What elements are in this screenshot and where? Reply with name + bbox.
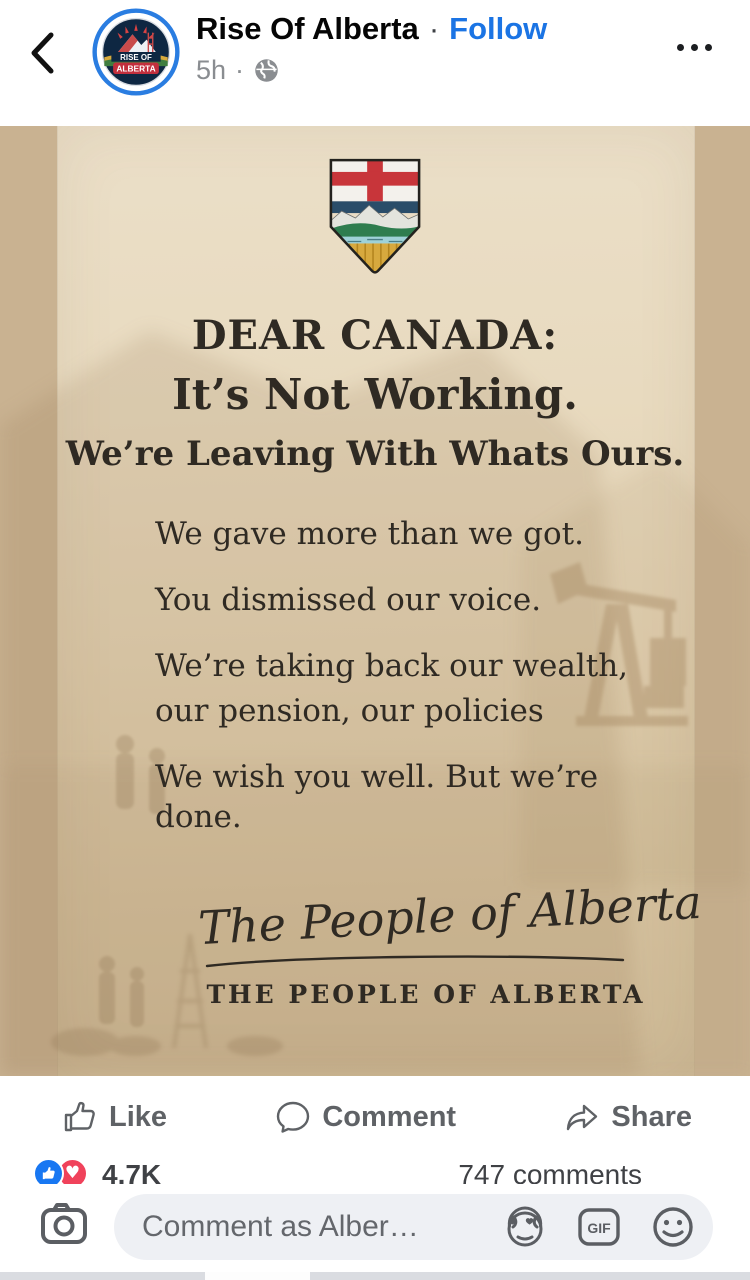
comment-placeholder: Comment as Alber… <box>142 1210 419 1243</box>
smiley-icon <box>649 1203 697 1251</box>
engagement-row <box>0 1158 750 1184</box>
comment-input[interactable] <box>114 1194 713 1260</box>
post-timestamp: 5h <box>196 55 227 86</box>
share-label: Share <box>611 1100 692 1133</box>
post-menu-button[interactable] <box>671 38 718 57</box>
comment-composer <box>0 1184 750 1270</box>
action-bar <box>0 1076 750 1158</box>
share-arrow-icon <box>564 1099 600 1135</box>
poster-subheading-2: We’re Leaving With Whats Ours. <box>65 434 685 474</box>
signature-script: The People of Alberta <box>197 874 703 956</box>
header-text <box>196 12 547 86</box>
gif-button[interactable] <box>575 1203 623 1251</box>
emoji-button[interactable] <box>649 1203 697 1251</box>
share-button[interactable] <box>564 1099 692 1135</box>
post-header <box>0 0 750 126</box>
poster-body-line: We’re taking back our wealth, <box>155 648 629 684</box>
poster-body-line: We wish you well. But we’re done. <box>155 759 599 835</box>
page-name[interactable]: Rise Of Alberta <box>196 11 419 46</box>
signature-flourish <box>205 954 625 970</box>
like-reaction-icon[interactable] <box>33 1158 64 1184</box>
comment-bubble-icon <box>275 1099 311 1135</box>
gif-icon <box>575 1203 623 1251</box>
heart-eyes-avatar-icon <box>501 1203 549 1251</box>
strip-segment <box>310 1272 750 1280</box>
like-button[interactable] <box>62 1099 167 1135</box>
heart-glyph: ♥ <box>64 1163 81 1183</box>
poster-subheading-1: It’s Not Working. <box>172 370 578 419</box>
alberta-shield-icon <box>326 156 424 278</box>
comment-label: Comment <box>322 1100 457 1133</box>
ellipsis-dot <box>705 44 712 51</box>
thumbs-up-icon <box>62 1099 98 1135</box>
comment-button[interactable] <box>275 1099 456 1135</box>
post-image[interactable] <box>0 126 750 1076</box>
comment-count[interactable]: 747 comments <box>458 1159 642 1184</box>
signature-caps: THE PEOPLE OF ALBERTA <box>206 980 646 1009</box>
like-label: Like <box>109 1100 168 1133</box>
ellipsis-dot <box>677 44 684 51</box>
reaction-count[interactable]: 4.7K <box>102 1159 162 1184</box>
avatar-ribbon-bottom: ALBERTA <box>116 63 156 74</box>
avatar-sticker-button[interactable] <box>501 1203 549 1251</box>
back-chevron-icon <box>29 31 55 75</box>
page-avatar[interactable] <box>92 8 180 96</box>
strip-segment <box>0 1272 205 1280</box>
subtitle-separator: · <box>235 55 245 86</box>
avatar-ribbon-top: RISE OF <box>120 52 152 62</box>
gif-label: GIF <box>587 1220 611 1236</box>
follow-button[interactable]: Follow <box>449 11 548 46</box>
strip-gap <box>205 1272 310 1280</box>
poster-body <box>155 514 685 863</box>
poster-body-line: We gave more than we got. <box>155 516 584 552</box>
back-button[interactable] <box>20 28 64 78</box>
poster-body-line: our pension, our policies <box>155 693 544 729</box>
ellipsis-dot <box>691 44 698 51</box>
camera-icon <box>39 1202 89 1246</box>
camera-button[interactable] <box>36 1196 92 1252</box>
poster-body-line: You dismissed our voice. <box>155 582 542 618</box>
title-separator: · <box>428 11 440 46</box>
poster-heading: DEAR CANADA: <box>191 312 559 359</box>
rise-of-alberta-logo-icon <box>92 8 180 96</box>
bottom-edge-strip <box>0 1272 750 1280</box>
globe-icon <box>253 57 280 84</box>
